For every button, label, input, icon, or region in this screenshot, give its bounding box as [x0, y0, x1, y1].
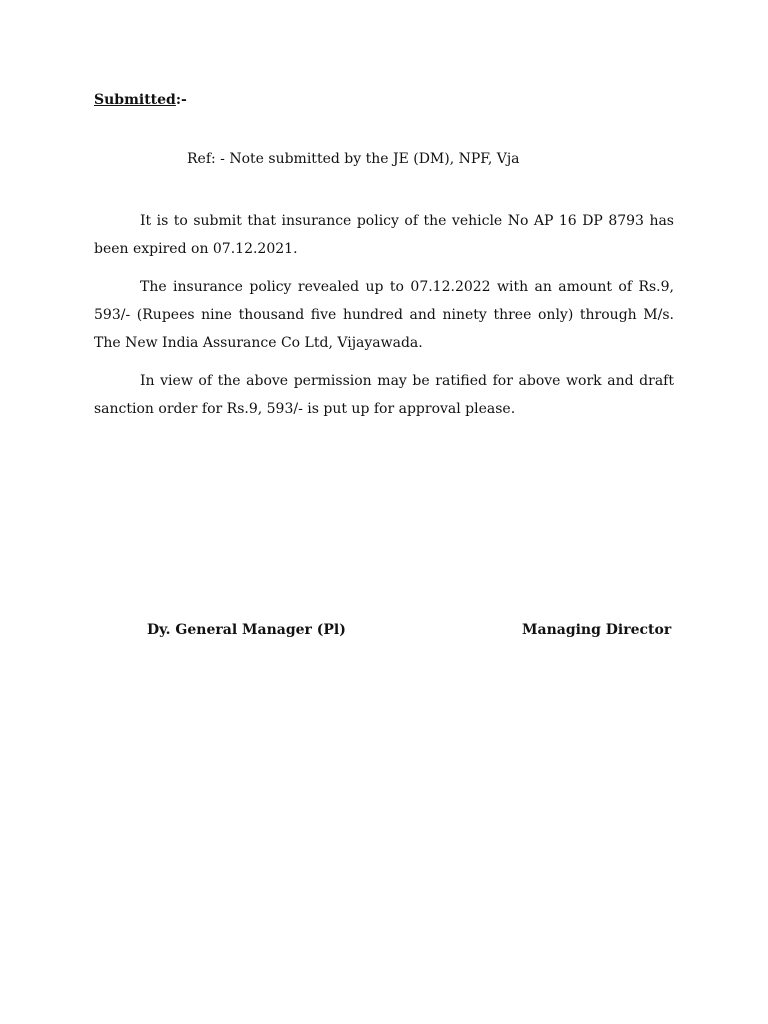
paragraph-policy-amount: The insurance policy revealed up to 07.12.2022 with an amount of Rs.9, 593/- (Rupees nine thousand five hundred and ninety three only) through M/s. The New India Assurance Co Ltd, Vijayawada. [94, 279, 674, 351]
submitted-heading [94, 92, 187, 108]
submitted-suffix: :- [175, 92, 187, 108]
signature-dy-general-manager: Dy. General Manager (Pl) [147, 622, 346, 638]
paragraph-expiry: It is to submit that insurance policy of the vehicle No AP 16 DP 8793 has been expired on 07.12.2021. [94, 213, 674, 257]
paragraph-approval-request: In view of the above permission may be ratified for above work and draft sanction order for Rs.9, 593/- is put up for approval please. [94, 373, 674, 417]
signature-managing-director: Managing Director [522, 622, 672, 638]
reference-line: Ref: - Note submitted by the JE (DM), NPF, Vja [187, 151, 520, 167]
submitted-label: Submitted [94, 92, 176, 108]
